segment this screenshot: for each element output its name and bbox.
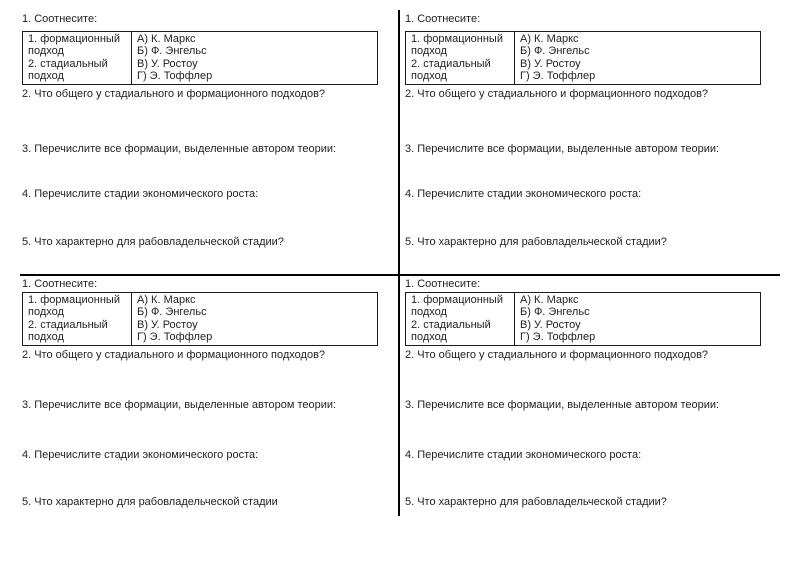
quadrant-top-right [405,13,767,249]
question-5: 5. Что характерно для рабовладельческой стадии? [22,235,284,248]
match-terms-cell [406,32,515,85]
match-option: В) У. Ростоу [520,318,581,331]
match-option: В) У. Ростоу [137,57,198,70]
match-terms-cell [23,32,132,85]
table-row [23,293,378,346]
question-3: 3. Перечислите все формации, выделенные автором теории: [405,398,720,411]
match-option: Б) Ф. Энгельс [137,45,207,58]
match-option: Г) Э. Тоффлер [520,331,596,344]
table-row [406,293,761,346]
question-5: 5. Что характерно для рабовладельческой стадии? [405,495,667,508]
match-heading: 1. Соотнесите: [405,278,481,290]
table-row [406,32,761,85]
question-5: 5. Что характерно для рабовладельческой стадии? [405,235,667,248]
match-option: А) К. Маркс [137,294,196,306]
vertical-divider-line [398,10,400,516]
match-option: В) У. Ростоу [137,318,198,331]
question-5: 5. Что характерно для рабовладельческой стадии [22,495,278,508]
question-3: 3. Перечислите все формации, выделенные автором теории: [405,142,720,155]
match-term: 2. стадиальный подход [28,57,108,83]
match-options-cell [515,293,761,346]
match-option: Б) Ф. Энгельс [520,45,590,58]
match-heading: 1. Соотнесите: [405,13,481,25]
match-option: Г) Э. Тоффлер [137,331,213,344]
match-term: 1. формационный подход [28,294,120,319]
match-term: 2. стадиальный подход [28,318,108,344]
quadrant-bottom-right [405,276,767,509]
match-options-cell [132,293,378,346]
question-2: 2. Что общего у стадиального и формационного подходов? [22,348,326,361]
match-option: А) К. Маркс [520,33,579,45]
match-option: А) К. Маркс [137,33,196,45]
question-4: 4. Перечислите стадии экономического роста: [405,187,642,200]
question-4: 4. Перечислите стадии экономического роста: [22,448,259,461]
match-option: Г) Э. Тоффлер [137,70,213,83]
match-heading: 1. Соотнесите: [22,278,98,290]
question-2: 2. Что общего у стадиального и формационного подходов? [405,87,709,100]
match-options-cell [515,32,761,85]
match-option: Б) Ф. Энгельс [137,306,207,319]
match-terms-cell [23,293,132,346]
match-option: В) У. Ростоу [520,57,581,70]
match-option: А) К. Маркс [520,294,579,306]
question-3: 3. Перечислите все формации, выделенные автором теории: [22,398,337,411]
match-option: Б) Ф. Энгельс [520,306,590,319]
match-table [405,31,761,85]
match-table [22,31,378,85]
match-term: 2. стадиальный подход [411,57,491,83]
match-terms-cell [406,293,515,346]
question-2: 2. Что общего у стадиального и формационного подходов? [22,87,326,100]
question-3: 3. Перечислите все формации, выделенные автором теории: [22,142,337,155]
quadrant-bottom-left [22,276,384,509]
match-option: Г) Э. Тоффлер [520,70,596,83]
match-table [405,292,761,346]
match-term: 2. стадиальный подход [411,318,491,344]
match-term: 1. формационный подход [411,294,503,319]
match-term: 1. формационный подход [28,33,120,58]
match-options-cell [132,32,378,85]
question-4: 4. Перечислите стадии экономического роста: [405,448,642,461]
match-term: 1. формационный подход [411,33,503,58]
table-row [23,32,378,85]
question-2: 2. Что общего у стадиального и формационного подходов? [405,348,709,361]
quadrant-top-left [22,13,384,249]
question-4: 4. Перечислите стадии экономического роста: [22,187,259,200]
match-table [22,292,378,346]
match-heading: 1. Соотнесите: [22,13,98,25]
